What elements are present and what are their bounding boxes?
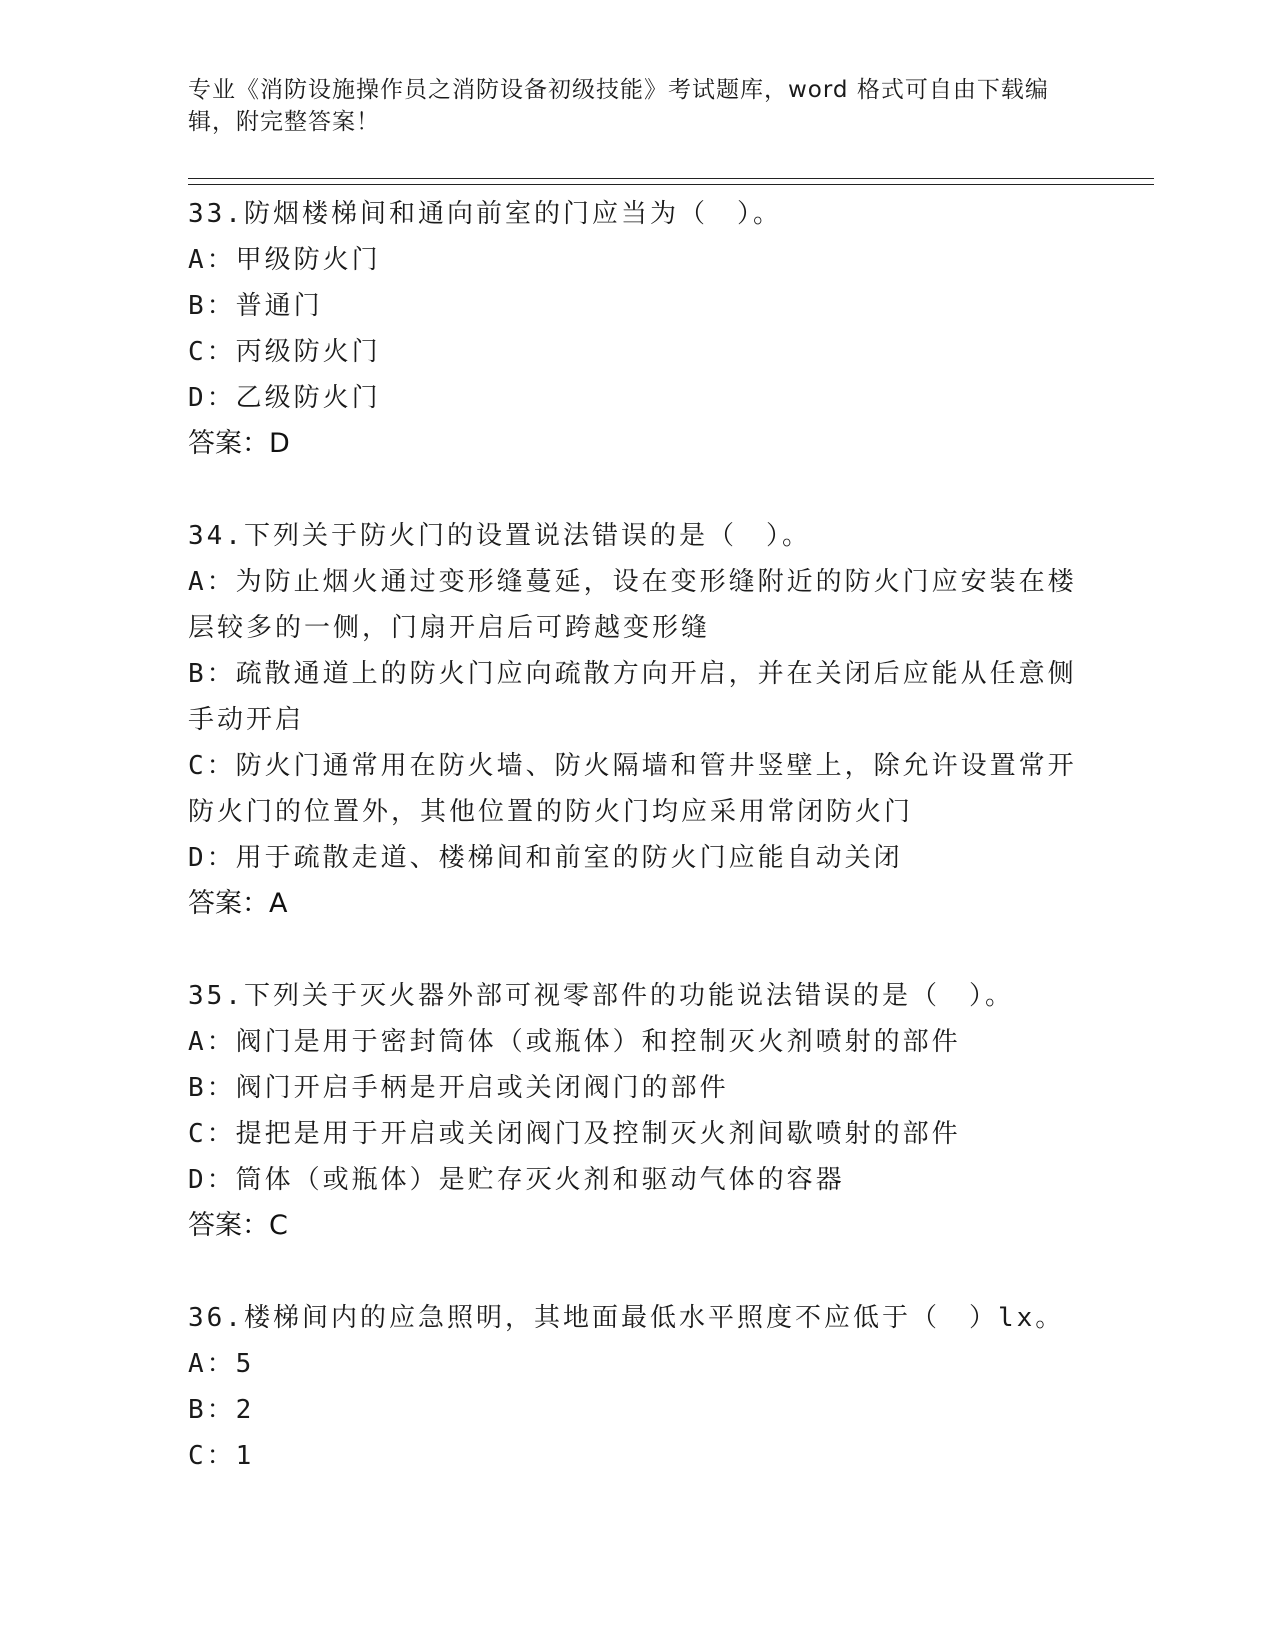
option-d: D：筒体（或瓶体）是贮存灭火剂和驱动气体的容器 (188, 1165, 845, 1195)
option-d: D：用于疏散走道、楼梯间和前室的防火门应能自动关闭 (188, 843, 903, 873)
header-rule-bottom (188, 184, 1154, 185)
option-c: C：防火门通常用在防火墙、防火隔墙和管井竖壁上，除允许设置常开防火门的位置外，其他位置的防火门均应采用常闭防火门 (188, 751, 1077, 827)
option-b: B：2 (188, 1395, 255, 1425)
question-33 (188, 191, 1088, 467)
option-c: C：1 (188, 1441, 255, 1471)
option-a: A：为防止烟火通过变形缝蔓延，设在变形缝附近的防火门应安装在楼层较多的一侧，门扇开启后可跨越变形缝 (188, 567, 1077, 643)
question-34 (188, 513, 1088, 927)
answer-line: 答案：A (188, 888, 288, 919)
question-35 (188, 973, 1088, 1249)
option-b: B：疏散通道上的防火门应向疏散方向开启，并在关闭后应能从任意侧手动开启 (188, 659, 1077, 735)
answer-line: 答案：C (188, 1210, 288, 1241)
option-b: B：阀门开启手柄是开启或关闭阀门的部件 (188, 1073, 729, 1103)
option-a: A：5 (188, 1349, 255, 1379)
option-d: D：乙级防火门 (188, 383, 381, 413)
header-rule-top (188, 178, 1154, 179)
question-stem: 35.下列关于灭火器外部可视零部件的功能说法错误的是（ ）。 (188, 981, 1014, 1011)
question-stem: 36.楼梯间内的应急照明，其地面最低水平照度不应低于（ ）lx。 (188, 1303, 1065, 1333)
option-a: A：阀门是用于密封筒体（或瓶体）和控制灭火剂喷射的部件 (188, 1027, 961, 1057)
question-36 (188, 1295, 1088, 1479)
document-header: 专业《消防设施操作员之消防设备初级技能》考试题库，word 格式可自由下载编辑，附完整答案！ (188, 77, 1049, 135)
option-b: B：普通门 (188, 291, 323, 321)
question-stem: 34.下列关于防火门的设置说法错误的是（ ）。 (188, 521, 811, 551)
option-a: A：甲级防火门 (188, 245, 381, 275)
question-stem: 33.防烟楼梯间和通向前室的门应当为（ ）。 (188, 199, 782, 229)
option-c: C：丙级防火门 (188, 337, 381, 367)
answer-line: 答案：D (188, 428, 290, 459)
option-c: C：提把是用于开启或关闭阀门及控制灭火剂间歇喷射的部件 (188, 1119, 961, 1149)
question-list (188, 191, 1088, 1525)
